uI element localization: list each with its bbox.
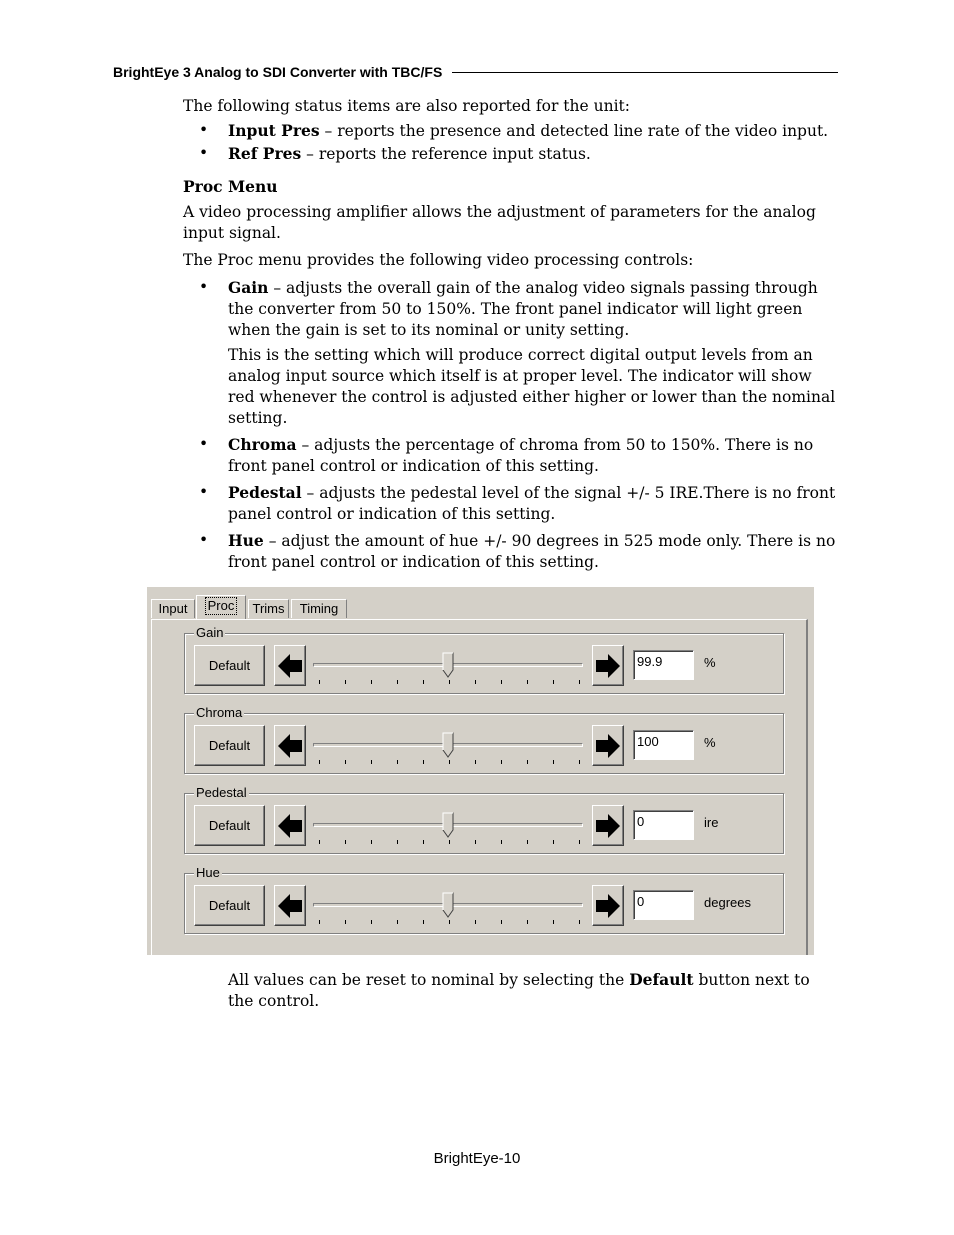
page-header	[113, 62, 838, 82]
slider-tick	[371, 840, 372, 844]
slider-tick	[397, 920, 398, 924]
slider-tick	[423, 760, 424, 764]
page-footer: BrightEye-10	[433, 1150, 521, 1167]
slider-tick	[579, 840, 580, 844]
proc-panel-screenshot	[147, 587, 814, 955]
slider-tick	[579, 680, 580, 684]
pedestal-unit-label: ire	[704, 815, 719, 830]
status-item-ref-pres	[228, 143, 843, 165]
proc-desc: – adjust the amount of hue +/- 90 degrees in 525 mode only. There is no front panel control or indication of this setting.	[228, 532, 836, 571]
note-bold: Default	[629, 970, 694, 989]
slider-tick	[501, 680, 502, 684]
hue-decrease-button[interactable]	[274, 885, 306, 926]
slider-tick	[553, 760, 554, 764]
slider-tick	[475, 840, 476, 844]
slider-tick	[397, 680, 398, 684]
tab-input[interactable]	[151, 599, 195, 618]
slider-tick	[449, 760, 450, 764]
status-term: Input Pres	[228, 121, 320, 140]
pedestal-slider-thumb[interactable]	[442, 812, 454, 838]
slider-tick	[475, 760, 476, 764]
pedestal-decrease-button[interactable]	[274, 805, 306, 846]
control-group-chroma	[184, 705, 784, 774]
slider-tick	[475, 920, 476, 924]
slider-tick	[553, 840, 554, 844]
slider-tick	[371, 920, 372, 924]
slider-tick	[319, 840, 320, 844]
bullet-symbol: •	[199, 121, 209, 139]
slider-tick	[319, 760, 320, 764]
proc-item-chroma	[228, 434, 843, 477]
arrow-right-icon	[595, 733, 621, 759]
slider-tick	[319, 920, 320, 924]
chroma-default-button[interactable]: Default	[194, 725, 265, 766]
status-desc: – reports the presence and detected line rate of the video input.	[319, 122, 829, 140]
hue-slider-thumb[interactable]	[442, 892, 454, 918]
slider-tick	[553, 920, 554, 924]
status-item-input-pres	[228, 120, 843, 142]
arrow-right-icon	[595, 813, 621, 839]
tab-label: Timing	[299, 601, 339, 616]
slider-tick	[501, 760, 502, 764]
hue-value-input[interactable]: 0	[633, 890, 694, 920]
control-group-gain	[184, 625, 784, 694]
proc-desc: – adjusts the percentage of chroma from 50 to 150%. There is no front panel control or indication of this setting.	[228, 436, 814, 475]
chroma-unit-label: %	[704, 735, 716, 750]
slider-tick	[475, 680, 476, 684]
pedestal-increase-button[interactable]	[592, 805, 624, 846]
slider-tick	[501, 840, 502, 844]
slider-tick	[345, 680, 346, 684]
slider-tick	[449, 920, 450, 924]
slider-tick	[397, 840, 398, 844]
slider-tick	[423, 920, 424, 924]
tab-label: Input	[158, 601, 188, 616]
default-note	[228, 969, 828, 1012]
intro-text: The following status items are also reported for the unit:	[183, 97, 630, 115]
group-label: Chroma	[196, 705, 243, 720]
tab-body	[151, 619, 808, 955]
slider-tick	[527, 840, 528, 844]
gain-unit-label: %	[704, 655, 716, 670]
gain-slider-thumb[interactable]	[442, 652, 454, 678]
group-label: Pedestal	[196, 785, 247, 800]
group-label: Gain	[196, 625, 224, 640]
bullet-symbol: •	[199, 435, 209, 453]
hue-default-button[interactable]: Default	[194, 885, 265, 926]
pedestal-default-button[interactable]: Default	[194, 805, 265, 846]
chroma-slider-thumb[interactable]	[442, 732, 454, 758]
chroma-value-input[interactable]: 100	[633, 730, 694, 760]
slider-tick	[423, 680, 424, 684]
arrow-left-icon	[277, 733, 303, 759]
chroma-decrease-button[interactable]	[274, 725, 306, 766]
proc-item-hue	[228, 530, 843, 573]
tab-trims[interactable]	[248, 599, 289, 618]
control-group-hue	[184, 865, 784, 934]
pedestal-value-input[interactable]: 0	[633, 810, 694, 840]
gain-decrease-button[interactable]	[274, 645, 306, 686]
arrow-right-icon	[595, 653, 621, 679]
slider-tick	[501, 920, 502, 924]
bullet-symbol: •	[199, 278, 209, 296]
group-label: Hue	[196, 865, 220, 880]
proc-term: Chroma	[228, 435, 297, 454]
proc-item-pedestal	[228, 482, 843, 525]
gain-default-button[interactable]: Default	[194, 645, 265, 686]
slider-tick	[345, 840, 346, 844]
arrow-left-icon	[277, 813, 303, 839]
control-group-pedestal	[184, 785, 784, 854]
gain-increase-button[interactable]	[592, 645, 624, 686]
proc-para2: The Proc menu provides the following video processing controls:	[183, 251, 694, 269]
proc-para1: A video processing amplifier allows the adjustment of parameters for the analog input signal.	[183, 203, 816, 242]
gain-note: This is the setting which will produce correct digital output levels from an analog input source which itself is at proper level. The indicator will show red whenever the control is adjusted either higher or lower than the nominal setting.	[228, 346, 836, 427]
tab-label: Trims	[252, 601, 285, 616]
arrow-left-icon	[277, 653, 303, 679]
proc-desc: – adjusts the pedestal level of the signal +/- 5 IRE.There is no front panel control or indication of this setting.	[228, 484, 836, 523]
header-title: BrightEye 3 Analog to SDI Converter with TBC/FS	[113, 64, 443, 80]
status-term: Ref Pres	[228, 144, 302, 163]
hue-unit-label: degrees	[704, 895, 751, 910]
slider-tick	[553, 680, 554, 684]
arrow-right-icon	[595, 893, 621, 919]
proc-term: Hue	[228, 531, 264, 550]
slider-tick	[423, 840, 424, 844]
slider-tick	[397, 760, 398, 764]
slider-tick	[527, 680, 528, 684]
tab-proc[interactable]	[196, 595, 246, 619]
slider-tick	[449, 840, 450, 844]
tab-timing[interactable]	[291, 599, 347, 618]
proc-term: Gain	[228, 278, 269, 297]
slider-tick	[371, 760, 372, 764]
arrow-left-icon	[277, 893, 303, 919]
note-before: All values can be reset to nominal by selecting the	[228, 971, 630, 989]
proc-term: Pedestal	[228, 483, 302, 502]
slider-tick	[319, 680, 320, 684]
slider-tick	[345, 920, 346, 924]
header-rule	[452, 72, 838, 73]
bullet-symbol: •	[199, 531, 209, 549]
slider-tick	[579, 760, 580, 764]
hue-increase-button[interactable]	[592, 885, 624, 926]
slider-tick	[579, 920, 580, 924]
slider-tick	[527, 920, 528, 924]
proc-item-gain	[228, 277, 843, 341]
note-after: button next to the control.	[228, 971, 810, 1010]
status-desc: – reports the reference input status.	[301, 145, 591, 163]
tab-label: Proc	[205, 597, 238, 615]
slider-tick	[449, 680, 450, 684]
slider-tick	[371, 680, 372, 684]
bullet-symbol: •	[199, 144, 209, 162]
slider-tick	[527, 760, 528, 764]
proc-menu-heading: Proc Menu	[183, 177, 278, 196]
proc-desc: – adjusts the overall gain of the analog video signals passing through the converter from 50 to 150%. The front panel indicator will light green when the gain is set to its nominal or unity setting.	[228, 279, 818, 339]
gain-value-input[interactable]: 99.9	[633, 650, 694, 680]
bullet-symbol: •	[199, 483, 209, 501]
chroma-increase-button[interactable]	[592, 725, 624, 766]
slider-tick	[345, 760, 346, 764]
